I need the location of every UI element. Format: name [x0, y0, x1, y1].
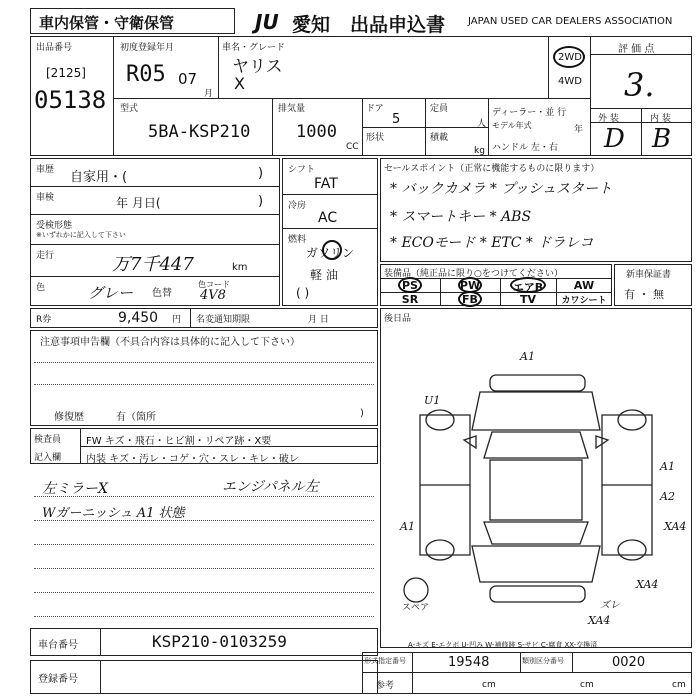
- front-bumper: [490, 375, 585, 391]
- equip-fb: FB: [462, 293, 478, 306]
- rear-bumper: [490, 586, 585, 602]
- circle-fb: [458, 291, 482, 307]
- history-label: 車歴: [36, 165, 55, 175]
- form-title: 出品申込書: [350, 14, 446, 36]
- regno-label: 登録番号: [38, 674, 78, 685]
- year-unit: 年: [574, 125, 584, 135]
- int-label: 内 装: [650, 114, 671, 124]
- recycle-label: R券: [36, 315, 52, 325]
- warranty-label: 新車保証書: [626, 270, 672, 280]
- drive-circle: [553, 46, 585, 68]
- windshield: [484, 432, 588, 458]
- roof: [490, 460, 582, 520]
- hand-note-3: Wガーニッシュ A1 状態: [42, 506, 185, 521]
- chassis-number: KSP210-0103259: [152, 632, 287, 651]
- ac-value: AC: [318, 210, 338, 226]
- wheel-rl: [426, 540, 454, 560]
- equip-aw: AW: [573, 279, 595, 292]
- displacement: 1000: [296, 122, 337, 142]
- fuel-circle: [322, 240, 342, 260]
- circle-ps: [398, 277, 422, 293]
- color-code-label: 色コード: [198, 280, 230, 289]
- load-label: 積載: [430, 133, 449, 143]
- circle-airbag: [510, 277, 546, 293]
- lot-number: 05138: [34, 86, 107, 114]
- fuel-diesel: 軽 油: [310, 268, 338, 282]
- model-year-label: モデル年式: [492, 121, 532, 130]
- type-label: 形式指定番号: [364, 657, 406, 665]
- ext-label: 外 装: [598, 114, 619, 124]
- equip-sr: SR: [401, 293, 419, 306]
- mileage-unit: km: [232, 262, 248, 273]
- equip-pw: PW: [459, 279, 481, 292]
- disp-label: 排気量: [278, 104, 306, 114]
- spare-tire: [404, 578, 428, 602]
- inspector-row-1: FW キズ・飛石・ヒビ割・リペア跡・X要: [86, 436, 272, 447]
- mark-a1-left: A1: [400, 520, 415, 533]
- sales-line-3: * ECOモード * ETC * ドラレコ: [390, 235, 594, 251]
- color: グレー: [88, 284, 134, 302]
- inspector-row-2: 内装 キズ・汚レ・コゲ・穴・スレ・キレ・破レ: [86, 454, 299, 465]
- org-name: 愛知: [292, 14, 331, 36]
- model-code: 5BA-KSP210: [148, 122, 251, 142]
- dims-label: 参考: [376, 681, 395, 691]
- cm-3: cm: [672, 680, 686, 690]
- shape-label: 形状: [366, 133, 385, 143]
- mileage: 万7千447: [112, 254, 194, 275]
- fuel-label: 燃料: [288, 235, 307, 245]
- equip-label: 装備品（純正品に限り○をつけてください）: [384, 269, 563, 279]
- doors: 5: [392, 112, 401, 127]
- notes-label: 注意事項申告欄（不具合内容は具体的に記入して下さい）: [40, 337, 300, 348]
- mark-a1-top: A1: [520, 350, 535, 363]
- receive-label: 受検形態: [36, 221, 73, 231]
- hand-note-2: エンジパネル左: [222, 479, 319, 495]
- vehicle-name: ヤリス: [232, 57, 283, 77]
- color-label: 色: [36, 283, 46, 293]
- disp-unit: CC: [346, 142, 359, 152]
- wheel-fl: [426, 410, 454, 430]
- diagram-legend: A-キズ E-エクボ U-凹み W-補修跡 S-サビ C-腐食 XX-交換済: [408, 641, 598, 649]
- sales-label: セールスポイント（正常に機能するものに限ります）: [384, 164, 600, 174]
- type-number: 19548: [448, 655, 490, 670]
- rear-window: [484, 522, 588, 544]
- inspector-label-1: 検査員: [34, 435, 62, 445]
- history-close: ): [258, 166, 264, 181]
- car-diagram: [380, 320, 692, 620]
- repair-value: 有（箇所: [116, 412, 156, 423]
- mark-xa4-right: XA4: [664, 520, 687, 533]
- reg-month-unit: 月: [204, 89, 214, 99]
- vehicle-grade: X: [234, 74, 245, 93]
- spare-label: スペア: [402, 603, 430, 613]
- assoc-name: JAPAN USED CAR DEALERS ASSOCIATION: [468, 16, 673, 27]
- name-label: 車名・グレード: [222, 43, 286, 53]
- storage-note-box: [30, 8, 235, 34]
- storage-note: 車内保管・守衛保管: [39, 14, 175, 32]
- drive-4wd: 4WD: [558, 76, 582, 87]
- int-grade: B: [652, 124, 672, 154]
- repair-close: ): [360, 408, 364, 419]
- handle-label: ハンドル 左・右: [492, 143, 558, 153]
- sales-line-2: * スマートキー * ABS: [390, 209, 532, 225]
- load-unit: kg: [474, 146, 485, 156]
- mark-zure: ズレ: [600, 600, 620, 611]
- mileage-label: 走行: [36, 251, 55, 261]
- mark-u1: U1: [424, 394, 441, 407]
- recycle-amount: 9,450: [118, 310, 159, 326]
- repair-label: 修復歴: [54, 412, 84, 423]
- receive-note: ※いずれかに記入して下さい: [36, 231, 126, 239]
- mark-xa4-bottom: XA4: [588, 614, 611, 627]
- mark-a1-right: A1: [660, 460, 675, 473]
- inspection-value: 年 月日(: [116, 196, 161, 210]
- cm-1: cm: [482, 680, 496, 690]
- rename-unit: 月 日: [308, 315, 329, 325]
- ac-label: 冷房: [288, 201, 307, 211]
- hand-note-1: 左ミラーX: [42, 481, 108, 497]
- fuel-gas: ガソリン: [306, 246, 355, 260]
- fuel-other: ( ): [296, 286, 310, 300]
- equip-airbag: エアB: [512, 281, 544, 294]
- sales-line-1: * バックカメラ * プッシュスタート: [390, 181, 613, 197]
- inspection-label: 車検: [36, 193, 55, 203]
- equip-tv: TV: [519, 293, 537, 306]
- color-change-label: 色替: [152, 288, 172, 299]
- capacity-label: 定員: [430, 104, 449, 114]
- rename-label: 名変通知期限: [196, 315, 251, 325]
- lot-sub: [2125]: [46, 66, 86, 80]
- history-value: 自家用・(: [70, 170, 128, 185]
- regno-row: [30, 660, 378, 694]
- drive-2wd: 2WD: [558, 52, 582, 63]
- lot-label: 出品番号: [36, 43, 73, 53]
- ju-logo: JU: [255, 10, 279, 34]
- class-label: 類別区分番号: [522, 657, 564, 665]
- inspection-close: ): [258, 194, 264, 209]
- grade-score: 3.: [624, 66, 655, 104]
- inspector-label-2: 記入欄: [34, 453, 62, 463]
- model-label: 型式: [120, 104, 139, 114]
- mark-a2-right: A2: [660, 490, 675, 503]
- hood: [472, 392, 600, 430]
- capacity-unit: 人: [477, 119, 487, 129]
- equip-seat: カワシート: [561, 296, 607, 306]
- grade-label: 評 価 点: [618, 44, 655, 55]
- reg-label: 初度登録年月: [120, 43, 175, 53]
- color-code: 4V8: [200, 288, 226, 303]
- trunk: [472, 546, 600, 582]
- equip-ps: PS: [402, 279, 418, 292]
- warranty-value: 有 ・ 無: [624, 288, 664, 301]
- shift-label: シフト: [288, 165, 316, 175]
- class-number: 0020: [612, 655, 646, 670]
- diagram-label: 後日品: [384, 314, 412, 324]
- cm-2: cm: [580, 680, 594, 690]
- mark-xa4-rear: XA4: [636, 578, 659, 591]
- shift-value: FAT: [314, 176, 338, 192]
- reg-era: R05: [126, 62, 166, 87]
- wheel-rr: [618, 540, 646, 560]
- dealer-label: ディーラー・並 行: [492, 108, 567, 118]
- recycle-unit: 円: [172, 315, 182, 325]
- chassis-label: 車台番号: [38, 640, 78, 651]
- reg-month: 07: [178, 70, 198, 88]
- wheel-fr: [618, 410, 646, 430]
- doors-label: ドア: [366, 104, 384, 114]
- ext-grade: D: [604, 124, 625, 154]
